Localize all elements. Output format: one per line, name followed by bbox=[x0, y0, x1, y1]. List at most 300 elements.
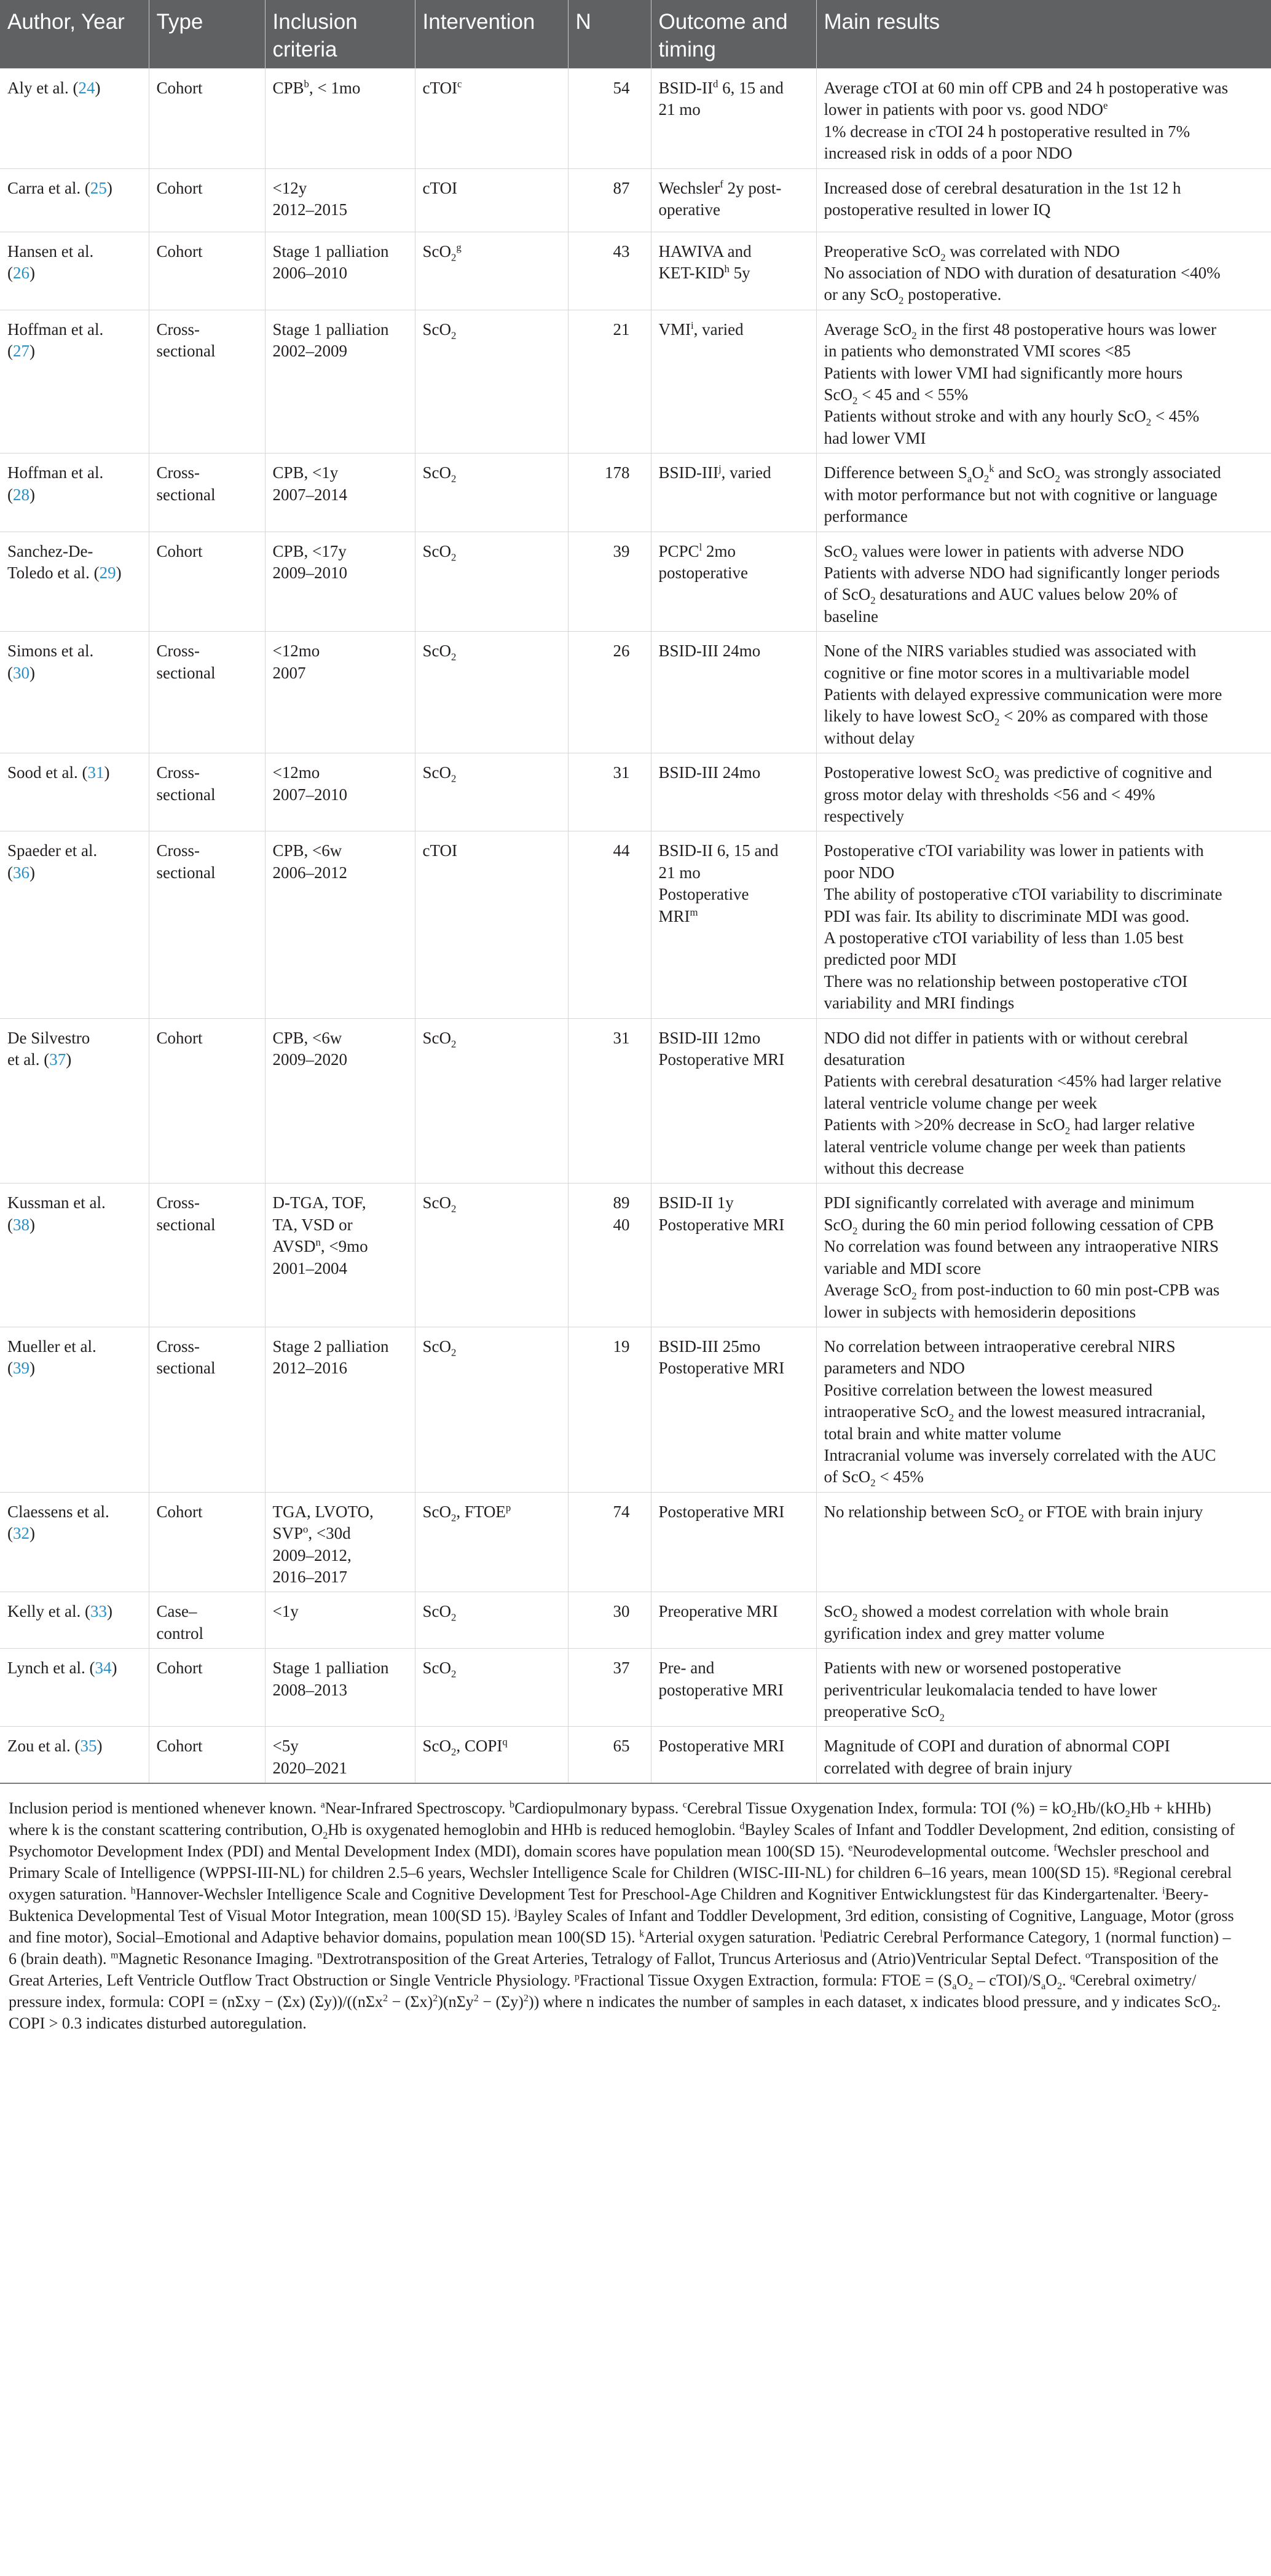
cell-results bbox=[816, 1184, 1271, 1327]
header-author-year: Author, Year bbox=[0, 0, 149, 69]
cell-type bbox=[149, 831, 265, 1018]
reference-link[interactable]: 38 bbox=[13, 1215, 30, 1234]
results-line: lower in patients with poor vs. good NDO$^e$ bbox=[824, 100, 1108, 119]
results-line: parameters and NDO bbox=[824, 1359, 965, 1378]
intervention-line: ScO$_2$ bbox=[422, 463, 457, 485]
cell-author bbox=[0, 1492, 149, 1592]
n-line: 178 bbox=[605, 463, 630, 482]
cell-intervention bbox=[415, 831, 568, 1018]
results-line: postoperative resulted in lower IQ bbox=[824, 200, 1051, 219]
outcome-line: HAWIVA and bbox=[658, 242, 752, 261]
results-line: lateral ventricle volume change per week than patients bbox=[824, 1137, 1186, 1156]
intervention-line: ScO$_2$ bbox=[422, 1337, 457, 1359]
results-line: respectively bbox=[824, 806, 904, 825]
outcome-line: BSID-III 12mo bbox=[658, 1028, 761, 1047]
outcome-line: Postoperative MRI bbox=[658, 1215, 785, 1234]
table-footnote bbox=[0, 1783, 1271, 2034]
table-row bbox=[0, 1649, 1271, 1727]
footnote-line: Inclusion period is mentioned whenever known. $^a$Near-Infrared Spectroscopy. $^b$Cardiopulmonary bypass. $^c$Cerebral Tissue Oxygenation Index, formula: TOI (%) = $kO_2Hb/(kO_2Hb$ + kHHb) bbox=[9, 1799, 1211, 1820]
author-citation: (26) bbox=[7, 264, 35, 283]
results-line: without delay bbox=[824, 728, 915, 747]
n-line: 40 bbox=[613, 1215, 630, 1234]
results-line: No association of NDO with duration of desaturation <40% bbox=[824, 264, 1221, 283]
footnote-line: 6 (brain death). $^m$Magnetic Resonance Imaging. $^n$Dextrotransposition of the Great Arteries, Tetralogy of Fallot, Truncus Arteriosus and (Atrio)Ventricular Septal Defect. $^o$Transposition of the bbox=[9, 1950, 1219, 1968]
cell-intervention bbox=[415, 454, 568, 532]
inclusion-line: CPB, <6w bbox=[272, 1028, 342, 1047]
results-line: Patients with new or worsened postoperative bbox=[824, 1659, 1122, 1678]
n-line: 37 bbox=[613, 1659, 630, 1678]
results-line: baseline bbox=[824, 607, 878, 626]
cell-n bbox=[568, 1649, 651, 1727]
results-line: or any ScO$_2$ postoperative. bbox=[824, 285, 1002, 307]
n-line: 26 bbox=[613, 642, 630, 661]
type-line: control bbox=[156, 1624, 203, 1643]
footnote-line: and fine motor), Social–Emotional and Adaptive behavior domains, population mean 100(SD 15). $^k$Arterial oxygen saturation. $^l$Pediatric Cerebral Performance Category, 1 (normal function) – bbox=[9, 1928, 1231, 1947]
results-line: NDO did not differ in patients with or without cerebral bbox=[824, 1028, 1189, 1047]
results-line: preoperative ScO$_2$ bbox=[824, 1702, 945, 1724]
n-line: 44 bbox=[613, 841, 630, 860]
table-row bbox=[0, 532, 1271, 632]
reference-link[interactable]: 36 bbox=[13, 863, 30, 882]
cell-results bbox=[816, 454, 1271, 532]
results-line: ScO$_2$ during the 60 min period following cessation of CPB bbox=[824, 1215, 1214, 1237]
results-line: Average ScO$_2$ in the first 48 postoperative hours was lower bbox=[824, 320, 1216, 342]
cell-results bbox=[816, 1592, 1271, 1649]
inclusion-line: 2009–2010 bbox=[272, 563, 347, 582]
cell-intervention bbox=[415, 632, 568, 753]
table-row bbox=[0, 831, 1271, 1018]
results-line: None of the NIRS variables studied was associated with bbox=[824, 642, 1197, 661]
reference-link[interactable]: 35 bbox=[80, 1737, 97, 1756]
cell-type bbox=[149, 69, 265, 169]
cell-outcome bbox=[651, 1018, 816, 1184]
cell-type bbox=[149, 1492, 265, 1592]
cell-intervention bbox=[415, 1592, 568, 1649]
type-line: Cohort bbox=[156, 1659, 203, 1678]
cell-author bbox=[0, 1649, 149, 1727]
footnote-line: COPI > 0.3 indicates disturbed autoregulation. bbox=[9, 2014, 307, 2033]
reference-link[interactable]: 24 bbox=[78, 79, 95, 97]
cell-inclusion bbox=[265, 232, 415, 310]
n-line: 31 bbox=[613, 1028, 630, 1047]
cell-type bbox=[149, 168, 265, 232]
results-line: Patients with lower VMI had significantly more hours bbox=[824, 363, 1183, 382]
inclusion-line: 2006–2012 bbox=[272, 863, 347, 882]
author-name: Mueller et al. bbox=[7, 1337, 96, 1356]
results-line: intraoperative ScO$_2$ and the lowest measured intracranial, bbox=[824, 1402, 1206, 1424]
results-line: No correlation between intraoperative cerebral NIRS bbox=[824, 1337, 1176, 1356]
results-line: lateral ventricle volume change per week bbox=[824, 1093, 1098, 1112]
cell-author bbox=[0, 69, 149, 169]
cell-inclusion bbox=[265, 1649, 415, 1727]
type-line: sectional bbox=[156, 1359, 216, 1378]
cell-type bbox=[149, 1649, 265, 1727]
cell-outcome bbox=[651, 69, 816, 169]
cell-author bbox=[0, 753, 149, 831]
cell-n bbox=[568, 1492, 651, 1592]
results-line: Average ScO$_2$ from post-induction to 60 min post-CPB was bbox=[824, 1281, 1220, 1302]
cell-author bbox=[0, 831, 149, 1018]
outcome-line: MRI$^m$ bbox=[658, 906, 698, 925]
reference-link[interactable]: 30 bbox=[13, 663, 30, 682]
outcome-line: Wechsler$^f$ 2y post- bbox=[658, 178, 782, 197]
results-line: performance bbox=[824, 507, 908, 526]
outcome-line: Postoperative MRI bbox=[658, 1737, 785, 1756]
n-line: 65 bbox=[613, 1737, 630, 1756]
table-row bbox=[0, 232, 1271, 310]
n-line: 43 bbox=[613, 242, 630, 261]
inclusion-line: Stage 1 palliation bbox=[272, 242, 389, 261]
inclusion-line: 2009–2020 bbox=[272, 1050, 347, 1069]
results-line: Difference between $S_aO_2^k$ and ScO$_2$ was strongly associated bbox=[824, 463, 1221, 485]
author-name: Simons et al. bbox=[7, 642, 94, 661]
author-citation: (27) bbox=[7, 342, 35, 361]
results-line: A postoperative cTOI variability of less than 1.05 best bbox=[824, 929, 1184, 947]
inclusion-line: 2006–2010 bbox=[272, 264, 347, 283]
results-line: Preoperative ScO$_2$ was correlated with NDO bbox=[824, 242, 1120, 264]
cell-type bbox=[149, 1018, 265, 1184]
results-line: in patients who demonstrated VMI scores <85 bbox=[824, 342, 1131, 361]
intervention-line: ScO$_2$ bbox=[422, 1193, 457, 1215]
type-line: Cohort bbox=[156, 178, 203, 197]
footnote-line: Psychomotor Development Index (PDI) and Mental Development Index (MDI), domain scores have population mean 100(SD 15). $^e$Neurodevelopmental outcome. $^f$Wechsler preschool and bbox=[9, 1842, 1210, 1861]
cell-author bbox=[0, 168, 149, 232]
cell-n bbox=[568, 753, 651, 831]
cell-outcome bbox=[651, 532, 816, 632]
inclusion-line: CPB, <17y bbox=[272, 541, 347, 560]
cell-author bbox=[0, 454, 149, 532]
n-line: 54 bbox=[613, 79, 630, 97]
type-line: Cohort bbox=[156, 1028, 203, 1047]
author-name: Spaeder et al. bbox=[7, 841, 98, 860]
outcome-line: BSID-II 6, 15 and bbox=[658, 841, 779, 860]
inclusion-line: <12y bbox=[272, 178, 307, 197]
cell-intervention bbox=[415, 69, 568, 169]
outcome-line: BSID-$II^d$ 6, 15 and bbox=[658, 78, 784, 97]
cell-intervention bbox=[415, 1018, 568, 1184]
outcome-line: Pre- and bbox=[658, 1659, 715, 1678]
header-main-results: Main results bbox=[816, 0, 1271, 69]
reference-link[interactable]: 32 bbox=[13, 1524, 30, 1543]
inclusion-line: 2009–2012, bbox=[272, 1545, 352, 1565]
results-line: Patients with delayed expressive communication were more bbox=[824, 685, 1222, 704]
cell-results bbox=[816, 1727, 1271, 1783]
author-citation: Lynch et al. (34) bbox=[7, 1659, 117, 1678]
outcome-line: 21 mo bbox=[658, 863, 701, 882]
cell-author bbox=[0, 1327, 149, 1492]
results-line: Magnitude of COPI and duration of abnormal COPI bbox=[824, 1737, 1170, 1756]
author-citation: Zou et al. (35) bbox=[7, 1737, 103, 1756]
footnote-line: oxygen saturation. $^h$Hannover-Wechsler Intelligence Scale and Cognitive Development Test for Preschool-Age Children and Kognitiver Entwicklungstest für das Kindergartenalter. $^i$Beery- bbox=[9, 1885, 1209, 1904]
results-line: Patients with >20% decrease in ScO$_2$ had larger relative bbox=[824, 1115, 1195, 1137]
inclusion-line: $AVSD^n$, <9mo bbox=[272, 1236, 368, 1256]
author-name: Hansen et al. bbox=[7, 242, 94, 261]
n-line: 74 bbox=[613, 1502, 630, 1521]
intervention-line: ScO$_2$ bbox=[422, 320, 457, 342]
outcome-line: Postoperative MRI bbox=[658, 1050, 785, 1069]
table-row bbox=[0, 1018, 1271, 1184]
results-line: Positive correlation between the lowest measured bbox=[824, 1380, 1153, 1399]
results-line: of ScO$_2$ desaturations and AUC values below 20% of bbox=[824, 585, 1178, 607]
author-citation: (38) bbox=[7, 1215, 35, 1234]
inclusion-line: D-TGA, TOF, bbox=[272, 1193, 366, 1212]
reference-link[interactable]: 29 bbox=[99, 563, 116, 582]
table-row bbox=[0, 753, 1271, 831]
reference-link[interactable]: 28 bbox=[13, 485, 30, 504]
cell-n bbox=[568, 168, 651, 232]
intervention-line: ScO$_2$, COPI$^q$ bbox=[422, 1736, 508, 1758]
footnote-line: pressure index, formula: COPI = (nΣxy − (Σx) $(\Sigma y))/((n\Sigma x^2 - (\Sigma x)^2)(n\Sigma y^2 - (\Sigma y)^2))$ where n indicates the number of samples in each dataset, x indicates blood pressure, and y indicates ScO$_2$. bbox=[9, 1993, 1221, 2014]
inclusion-line: 2008–2013 bbox=[272, 1680, 347, 1699]
inclusion-line: $SVP^o$, <30d bbox=[272, 1523, 351, 1543]
intervention-line: ScO$_2$ bbox=[422, 1028, 457, 1050]
outcome-line: Preoperative MRI bbox=[658, 1602, 778, 1621]
outcome-line: postoperative bbox=[658, 563, 748, 582]
intervention-line: ScO$_2$ bbox=[422, 642, 457, 663]
intervention-line: cTOI$^c$ bbox=[422, 78, 462, 97]
cell-intervention bbox=[415, 532, 568, 632]
cell-inclusion bbox=[265, 632, 415, 753]
cell-outcome bbox=[651, 454, 816, 532]
results-line: gross motor delay with thresholds <56 and < 49% bbox=[824, 785, 1155, 804]
cell-results bbox=[816, 753, 1271, 831]
cell-n bbox=[568, 69, 651, 169]
inclusion-line: CPB, <6w bbox=[272, 841, 342, 860]
results-line: No correlation was found between any intraoperative NIRS bbox=[824, 1237, 1219, 1256]
cell-n bbox=[568, 532, 651, 632]
n-line: 19 bbox=[613, 1337, 630, 1356]
inclusion-line: Stage 2 palliation bbox=[272, 1337, 389, 1356]
cell-inclusion bbox=[265, 1327, 415, 1492]
cell-inclusion bbox=[265, 1592, 415, 1649]
intervention-line: ScO$_2$ bbox=[422, 763, 457, 785]
author-name: Sanchez-De- bbox=[7, 541, 93, 560]
results-line: predicted poor MDI bbox=[824, 950, 957, 969]
outcome-line: BSID-III 24mo bbox=[658, 642, 761, 661]
author-name: Hoffman et al. bbox=[7, 320, 104, 339]
type-line: sectional bbox=[156, 663, 216, 682]
cell-outcome bbox=[651, 232, 816, 310]
table-row bbox=[0, 168, 1271, 232]
cell-inclusion bbox=[265, 310, 415, 453]
type-line: sectional bbox=[156, 785, 216, 804]
cell-type bbox=[149, 753, 265, 831]
footnote-line: Primary Scale of Intelligence (WPPSI-III-NL) for children 2.5–6 years, Wechsler Intelligence Scale for Children (WISC-III-NL) for children 6–16 years, mean 100(SD 15). $^g$Regional cerebral bbox=[9, 1864, 1232, 1882]
author-citation: Kelly et al. (33) bbox=[7, 1602, 112, 1621]
cell-results bbox=[816, 532, 1271, 632]
cell-n bbox=[568, 1327, 651, 1492]
outcome-line: KET-KID$^h$ 5y bbox=[658, 263, 750, 283]
cell-n bbox=[568, 310, 651, 453]
cell-outcome bbox=[651, 310, 816, 453]
cell-intervention bbox=[415, 1727, 568, 1783]
type-line: Cohort bbox=[156, 242, 203, 261]
results-line: poor NDO bbox=[824, 863, 895, 882]
cell-outcome bbox=[651, 753, 816, 831]
outcome-line: PCPC$^l$ 2mo bbox=[658, 541, 736, 560]
cell-results bbox=[816, 1492, 1271, 1592]
table-header-row bbox=[0, 0, 1271, 69]
inclusion-line: <5y bbox=[272, 1737, 299, 1756]
cell-n bbox=[568, 632, 651, 753]
results-line: lower in subjects with hemosiderin depositions bbox=[824, 1302, 1136, 1321]
type-line: Case– bbox=[156, 1602, 197, 1621]
n-line: 31 bbox=[613, 763, 630, 782]
outcome-line: operative bbox=[658, 200, 720, 219]
cell-author bbox=[0, 1184, 149, 1327]
inclusion-line: $CPB^b$, < 1mo bbox=[272, 78, 361, 97]
reference-link[interactable]: 26 bbox=[13, 264, 30, 283]
results-line: likely to have lowest ScO$_2$ < 20% as compared with those bbox=[824, 707, 1208, 728]
header-intervention: Intervention bbox=[415, 0, 568, 69]
results-line: desaturation bbox=[824, 1050, 905, 1069]
table-row bbox=[0, 1727, 1271, 1783]
cell-n bbox=[568, 831, 651, 1018]
cell-inclusion bbox=[265, 1184, 415, 1327]
outcome-line: 21 mo bbox=[658, 100, 701, 119]
n-line: 39 bbox=[613, 541, 630, 560]
type-line: Cross- bbox=[156, 1337, 200, 1356]
cell-author bbox=[0, 1018, 149, 1184]
cell-results bbox=[816, 1018, 1271, 1184]
cell-inclusion bbox=[265, 454, 415, 532]
cell-inclusion bbox=[265, 1018, 415, 1184]
header-type: Type bbox=[149, 0, 265, 69]
author-citation: (36) bbox=[7, 863, 35, 882]
cell-inclusion bbox=[265, 753, 415, 831]
inclusion-line: 2007–2010 bbox=[272, 785, 347, 804]
table-row bbox=[0, 1327, 1271, 1492]
results-line: No relationship between ScO$_2$ or FTOE with brain injury bbox=[824, 1502, 1203, 1524]
cell-inclusion bbox=[265, 532, 415, 632]
cell-results bbox=[816, 310, 1271, 453]
reference-link[interactable]: 31 bbox=[87, 763, 104, 782]
cell-outcome bbox=[651, 1727, 816, 1783]
reference-link[interactable]: 25 bbox=[90, 178, 107, 197]
footnote-line: Great Arteries, Left Ventricle Outflow Tract Obstruction or Single Ventricle Physiology. $^p$Fractional Tissue Oxygen Extraction, formula: FTOE = ($S_aO_2$ – $cTOI)/S_aO_2$. $^q$Cerebral oximetry/ bbox=[9, 1971, 1197, 1992]
cell-author bbox=[0, 310, 149, 453]
table-row bbox=[0, 632, 1271, 753]
table-row bbox=[0, 1492, 1271, 1592]
cell-intervention bbox=[415, 1327, 568, 1492]
type-line: sectional bbox=[156, 342, 216, 361]
results-line: Patients with adverse NDO had significantly longer periods bbox=[824, 563, 1220, 582]
type-line: Cross- bbox=[156, 463, 200, 482]
table-row bbox=[0, 454, 1271, 532]
cell-type bbox=[149, 1592, 265, 1649]
type-line: Cohort bbox=[156, 1502, 203, 1521]
cell-results bbox=[816, 69, 1271, 169]
author-name: Claessens et al. bbox=[7, 1502, 109, 1521]
cell-results bbox=[816, 1649, 1271, 1727]
intervention-line: ScO$_2$ bbox=[422, 541, 457, 563]
author-citation: Sood et al. (31) bbox=[7, 763, 110, 782]
type-line: Cohort bbox=[156, 541, 203, 560]
inclusion-line: <12mo bbox=[272, 763, 320, 782]
cell-n bbox=[568, 232, 651, 310]
n-line: 30 bbox=[613, 1602, 630, 1621]
type-line: Cross- bbox=[156, 1193, 200, 1212]
author-citation: (28) bbox=[7, 485, 35, 504]
results-line: ScO$_2$ values were lower in patients with adverse NDO bbox=[824, 541, 1184, 563]
outcome-line: Postoperative MRI bbox=[658, 1359, 785, 1378]
cell-author bbox=[0, 232, 149, 310]
results-line: Postoperative cTOI variability was lower in patients with bbox=[824, 841, 1204, 860]
table-row bbox=[0, 310, 1271, 453]
header-outcome-timing: Outcome and timing bbox=[651, 0, 816, 69]
type-line: Cohort bbox=[156, 1737, 203, 1756]
cell-inclusion bbox=[265, 168, 415, 232]
cell-author bbox=[0, 532, 149, 632]
results-line: variable and MDI score bbox=[824, 1259, 982, 1278]
cell-type bbox=[149, 310, 265, 453]
inclusion-line: <12mo bbox=[272, 642, 320, 661]
results-line: PDI significantly correlated with average and minimum bbox=[824, 1193, 1195, 1212]
table-row bbox=[0, 1592, 1271, 1649]
results-line: The ability of postoperative cTOI variability to discriminate bbox=[824, 885, 1222, 904]
results-line: PDI was fair. Its ability to discriminate MDI was good. bbox=[824, 906, 1190, 925]
cell-author bbox=[0, 1592, 149, 1649]
cell-type bbox=[149, 1327, 265, 1492]
n-line: 87 bbox=[613, 178, 630, 197]
cell-results bbox=[816, 232, 1271, 310]
inclusion-line: Stage 1 palliation bbox=[272, 320, 389, 339]
results-line: 1% decrease in cTOI 24 h postoperative resulted in 7% bbox=[824, 122, 1190, 141]
header-inclusion-criteria: Inclusion criteria bbox=[265, 0, 415, 69]
footnote-line: where k is the constant scattering contribution, $O_2Hb$ is oxygenated hemoglobin and HHb is reduced hemoglobin. $^d$Bayley Scales of Infant and Toddler Development, 2nd edition, consisting of bbox=[9, 1821, 1235, 1842]
inclusion-line: 2012–2016 bbox=[272, 1359, 347, 1378]
results-line: Patients with cerebral desaturation <45% had larger relative bbox=[824, 1072, 1222, 1091]
results-line: periventricular leukomalacia tended to have lower bbox=[824, 1680, 1157, 1699]
cell-type bbox=[149, 232, 265, 310]
results-line: gyrification index and grey matter volume bbox=[824, 1624, 1105, 1643]
results-line: total brain and white matter volume bbox=[824, 1424, 1061, 1443]
reference-link[interactable]: 27 bbox=[13, 342, 30, 361]
intervention-line: cTOI bbox=[422, 841, 457, 860]
cell-n bbox=[568, 1727, 651, 1783]
results-line: correlated with degree of brain injury bbox=[824, 1758, 1072, 1777]
inclusion-line: 2016–2017 bbox=[272, 1567, 347, 1586]
author-citation: (32) bbox=[7, 1524, 35, 1543]
intervention-line: ScO$_2$ bbox=[422, 1659, 457, 1680]
intervention-line: ScO$_2$, FTOE$^p$ bbox=[422, 1501, 511, 1524]
reference-link[interactable]: 33 bbox=[90, 1602, 107, 1621]
outcome-line: BSID-III 24mo bbox=[658, 763, 761, 782]
results-line: without this decrease bbox=[824, 1159, 964, 1178]
reference-link[interactable]: 39 bbox=[13, 1359, 30, 1378]
outcome-line: VMI$^i$, varied bbox=[658, 319, 744, 339]
intervention-line: ScO$_2$ bbox=[422, 1602, 457, 1624]
author-citation: Toledo et al. (29) bbox=[7, 563, 122, 582]
reference-link[interactable]: 34 bbox=[95, 1659, 112, 1678]
outcome-line: BSID-II 1y bbox=[658, 1193, 734, 1212]
table-row bbox=[0, 1184, 1271, 1327]
reference-link[interactable]: 37 bbox=[49, 1050, 66, 1069]
type-line: sectional bbox=[156, 485, 216, 504]
type-line: Cross- bbox=[156, 763, 200, 782]
outcome-line: postoperative MRI bbox=[658, 1680, 784, 1699]
header-n: N bbox=[568, 0, 651, 69]
author-citation: (39) bbox=[7, 1359, 35, 1378]
cell-type bbox=[149, 632, 265, 753]
type-line: Cross- bbox=[156, 320, 200, 339]
results-line: increased risk in odds of a poor NDO bbox=[824, 144, 1072, 163]
cell-results bbox=[816, 831, 1271, 1018]
cell-inclusion bbox=[265, 831, 415, 1018]
results-line: with motor performance but not with cognitive or language bbox=[824, 485, 1218, 504]
results-line: There was no relationship between postoperative cTOI bbox=[824, 972, 1188, 991]
cell-intervention bbox=[415, 1492, 568, 1592]
